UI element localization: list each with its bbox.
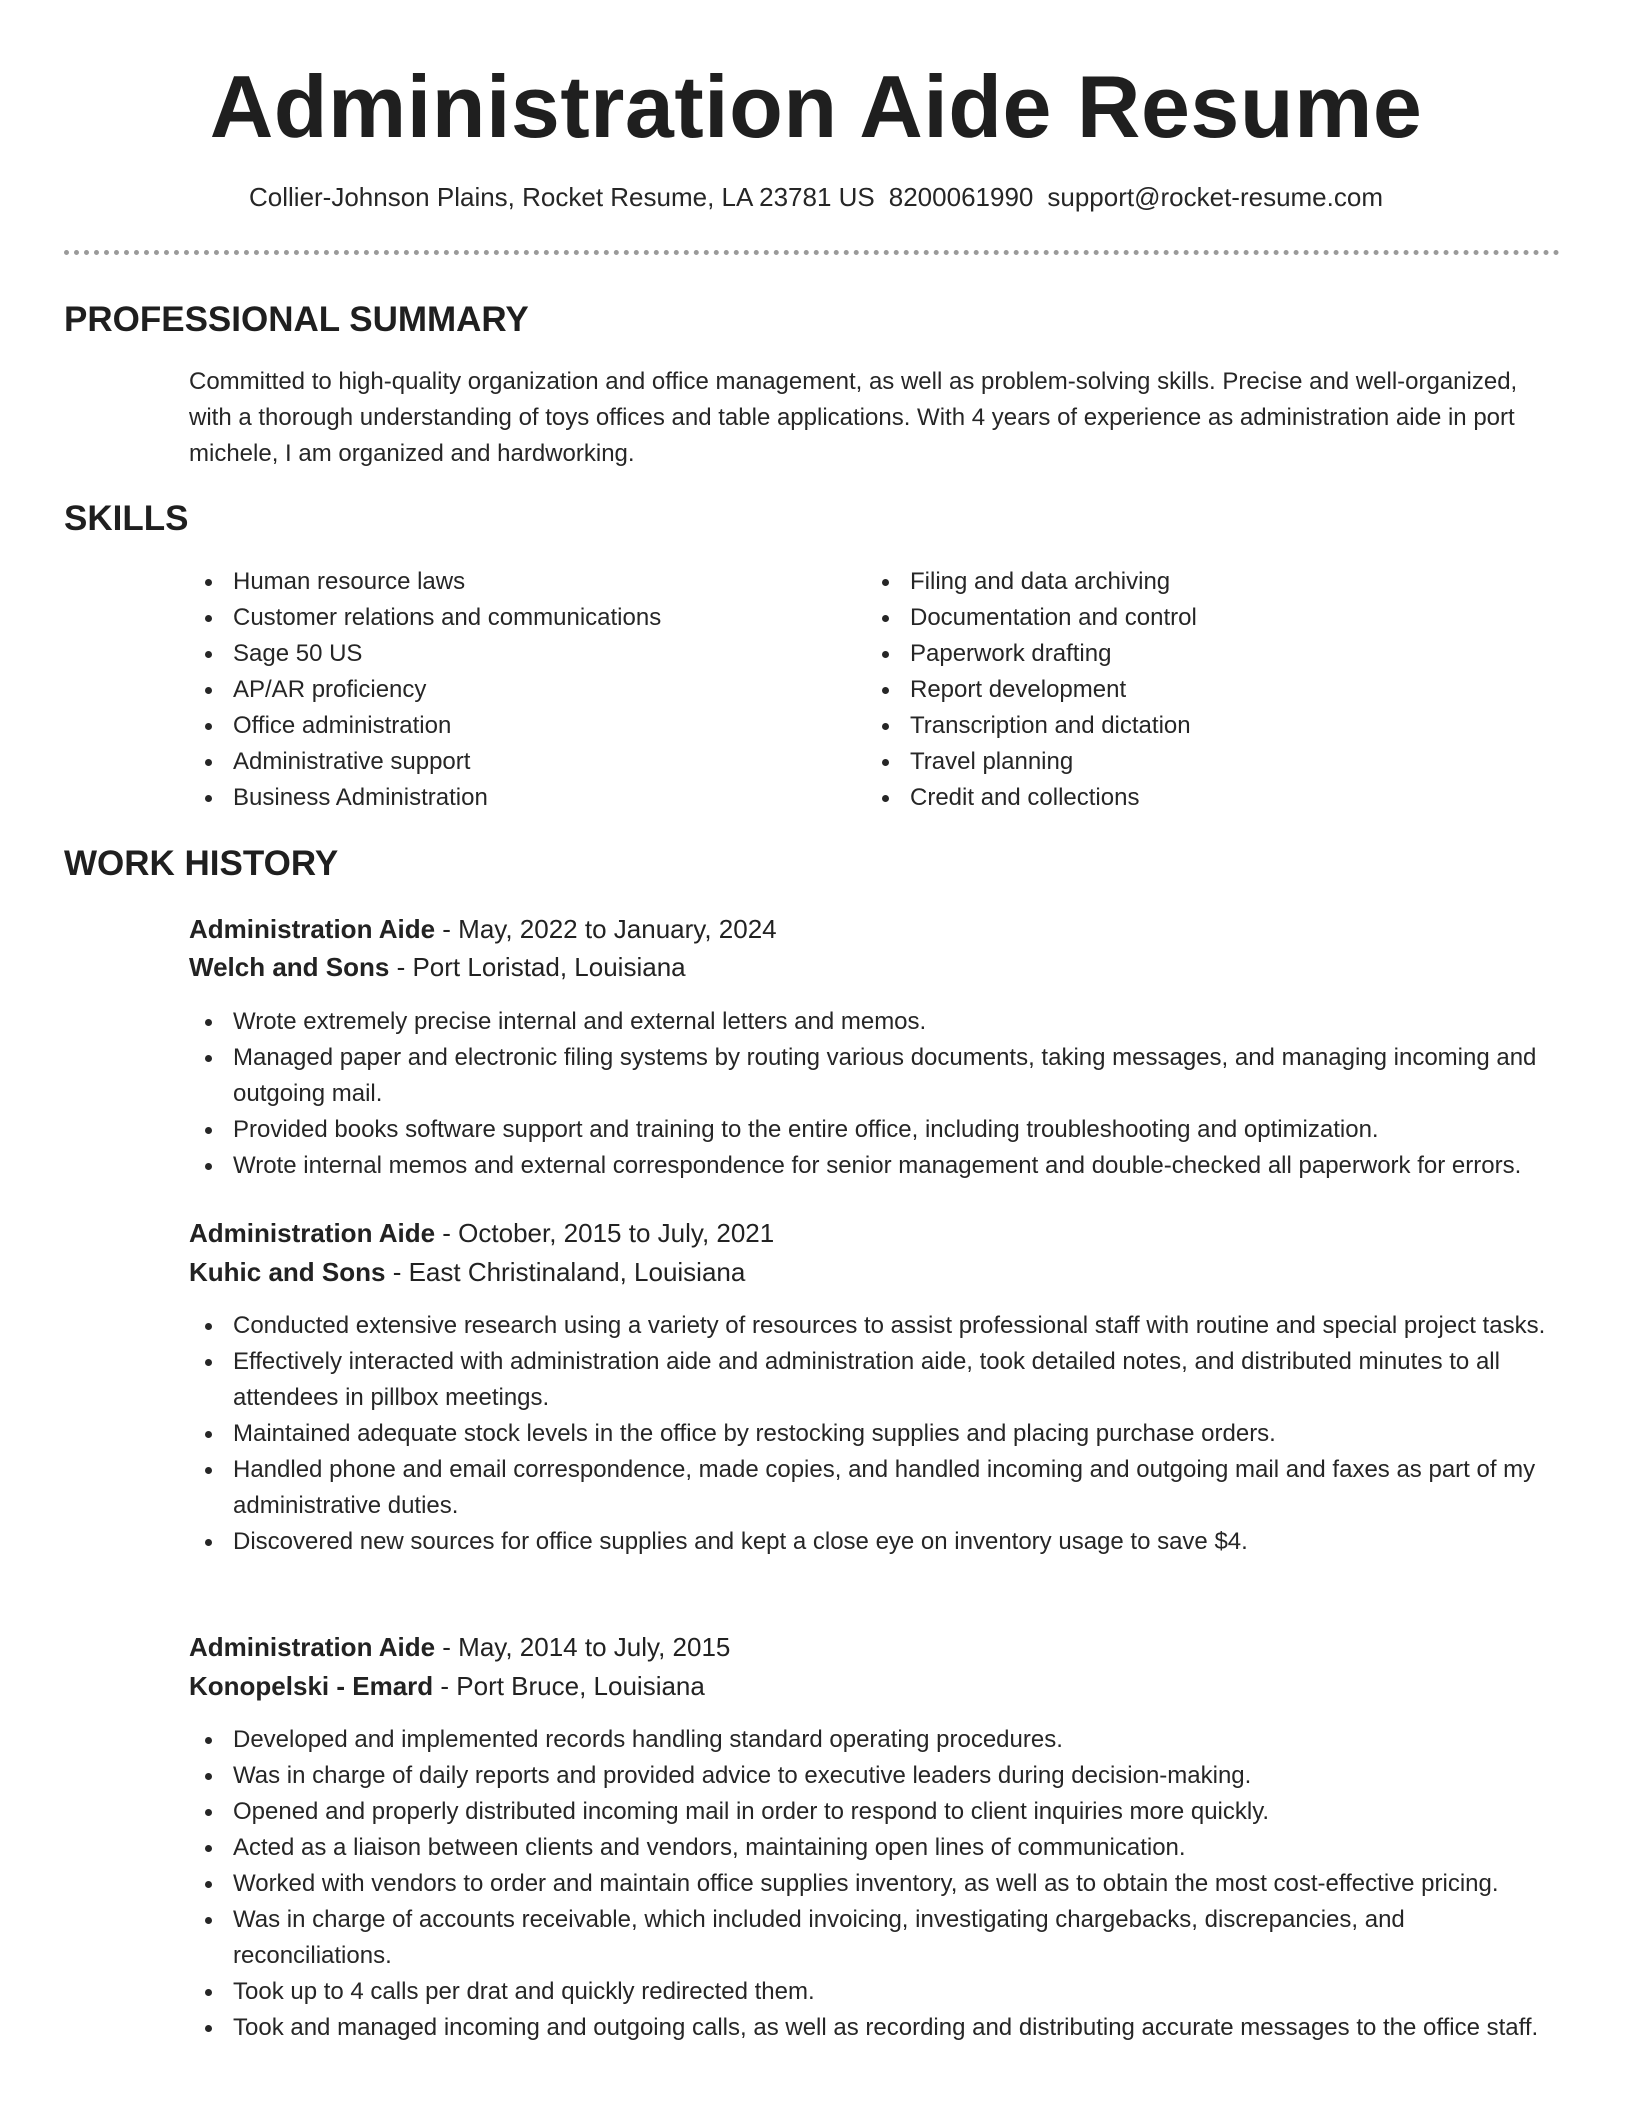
header-divider <box>64 250 1560 255</box>
job-company: Konopelski - Emard <box>189 1671 434 1701</box>
job-location: - Port Loristad, Louisiana <box>389 952 686 982</box>
job-bullet: Managed paper and electronic filing systems by routing various documents, taking messages, and managing incoming and outgoing mail. <box>189 1040 1564 1112</box>
job-bullet: Opened and properly distributed incoming mail in order to respond to client inquiries more quickly. <box>189 1794 1564 1830</box>
job-bullet: Wrote extremely precise internal and external letters and memos. <box>189 1004 1564 1040</box>
contact-phone: 8200061990 <box>888 182 1034 212</box>
skill-item: Report development <box>866 672 1526 708</box>
job-dates: - October, 2015 to July, 2021 <box>435 1218 775 1248</box>
job-title-line <box>189 1628 730 1666</box>
job-bullet: Handled phone and email correspondence, made copies, and handled incoming and outgoing mail and faxes as part of my administrative duties. <box>189 1452 1564 1524</box>
resume-title: Administration Aide Resume <box>209 57 1423 156</box>
job-company-line <box>189 948 686 986</box>
skill-item: Customer relations and communications <box>189 600 849 636</box>
job-title: Administration Aide <box>189 914 436 944</box>
job-title: Administration Aide <box>189 1632 436 1662</box>
work-history-heading: WORK HISTORY <box>64 844 339 883</box>
job-bullet: Was in charge of daily reports and provided advice to executive leaders during decision-making. <box>189 1758 1564 1794</box>
job-bullet: Was in charge of accounts receivable, which included invoicing, investigating chargebacks, discrepancies, and reconciliations. <box>189 1902 1564 1974</box>
job-bullet: Maintained adequate stock levels in the office by restocking supplies and placing purchase orders. <box>189 1416 1564 1452</box>
skill-item: Office administration <box>189 708 849 744</box>
job-bullets <box>189 1004 1564 1184</box>
contact-email: support@rocket-resume.com <box>1047 182 1383 212</box>
skills-list-left <box>189 564 849 816</box>
job-company-line <box>189 1667 705 1705</box>
job-bullet: Took and managed incoming and outgoing calls, as well as recording and distributing accurate messages to the office staff. <box>189 2010 1564 2046</box>
contact-line <box>0 180 1632 214</box>
skill-item: AP/AR proficiency <box>189 672 849 708</box>
summary-text: Committed to high-quality organization and office management, as well as problem-solving skills. Precise and well-organized, with a thorough understanding of toys offices and table applications. With 4 years of experience as administration aide in port michele, I am organized and hardworking. <box>189 368 1518 467</box>
job-bullet: Wrote internal memos and external correspondence for senior management and double-checked all paperwork for errors. <box>189 1148 1564 1184</box>
job-location: - East Christinaland, Louisiana <box>385 1257 746 1287</box>
skill-item: Human resource laws <box>189 564 849 600</box>
job-bullet: Took up to 4 calls per drat and quickly redirected them. <box>189 1974 1564 2010</box>
job-bullet: Acted as a liaison between clients and vendors, maintaining open lines of communication. <box>189 1830 1564 1866</box>
skill-item: Sage 50 US <box>189 636 849 672</box>
job-bullet: Discovered new sources for office supplies and kept a close eye on inventory usage to save $4. <box>189 1524 1564 1560</box>
job-bullets <box>189 1722 1564 2046</box>
skill-item: Business Administration <box>189 780 849 816</box>
summary-heading: PROFESSIONAL SUMMARY <box>64 300 529 339</box>
skill-item: Travel planning <box>866 744 1526 780</box>
skills-list-right <box>866 564 1526 816</box>
job-dates: - May, 2014 to July, 2015 <box>435 1632 731 1662</box>
skill-item: Filing and data archiving <box>866 564 1526 600</box>
job-bullet: Conducted extensive research using a variety of resources to assist professional staff with routine and special project tasks. <box>189 1308 1564 1344</box>
skill-item: Documentation and control <box>866 600 1526 636</box>
job-title: Administration Aide <box>189 1218 436 1248</box>
job-company: Kuhic and Sons <box>189 1257 386 1287</box>
job-bullet: Provided books software support and training to the entire office, including troubleshooting and optimization. <box>189 1112 1564 1148</box>
job-bullets <box>189 1308 1564 1560</box>
job-company: Welch and Sons <box>189 952 390 982</box>
skill-item: Administrative support <box>189 744 849 780</box>
contact-address: Collier-Johnson Plains, Rocket Resume, LA 23781 US <box>249 182 875 212</box>
job-bullet: Effectively interacted with administration aide and administration aide, took detailed notes, and distributed minutes to all attendees in pillbox meetings. <box>189 1344 1564 1416</box>
skills-heading: SKILLS <box>64 499 189 538</box>
job-title-line <box>189 910 777 948</box>
skill-item: Credit and collections <box>866 780 1526 816</box>
job-location: - Port Bruce, Louisiana <box>433 1671 705 1701</box>
skill-item: Paperwork drafting <box>866 636 1526 672</box>
job-bullet: Developed and implemented records handling standard operating procedures. <box>189 1722 1564 1758</box>
job-title-line <box>189 1214 774 1252</box>
job-bullet: Worked with vendors to order and maintain office supplies inventory, as well as to obtain the most cost-effective pricing. <box>189 1866 1564 1902</box>
job-dates: - May, 2022 to January, 2024 <box>435 914 777 944</box>
job-company-line <box>189 1253 745 1291</box>
skill-item: Transcription and dictation <box>866 708 1526 744</box>
